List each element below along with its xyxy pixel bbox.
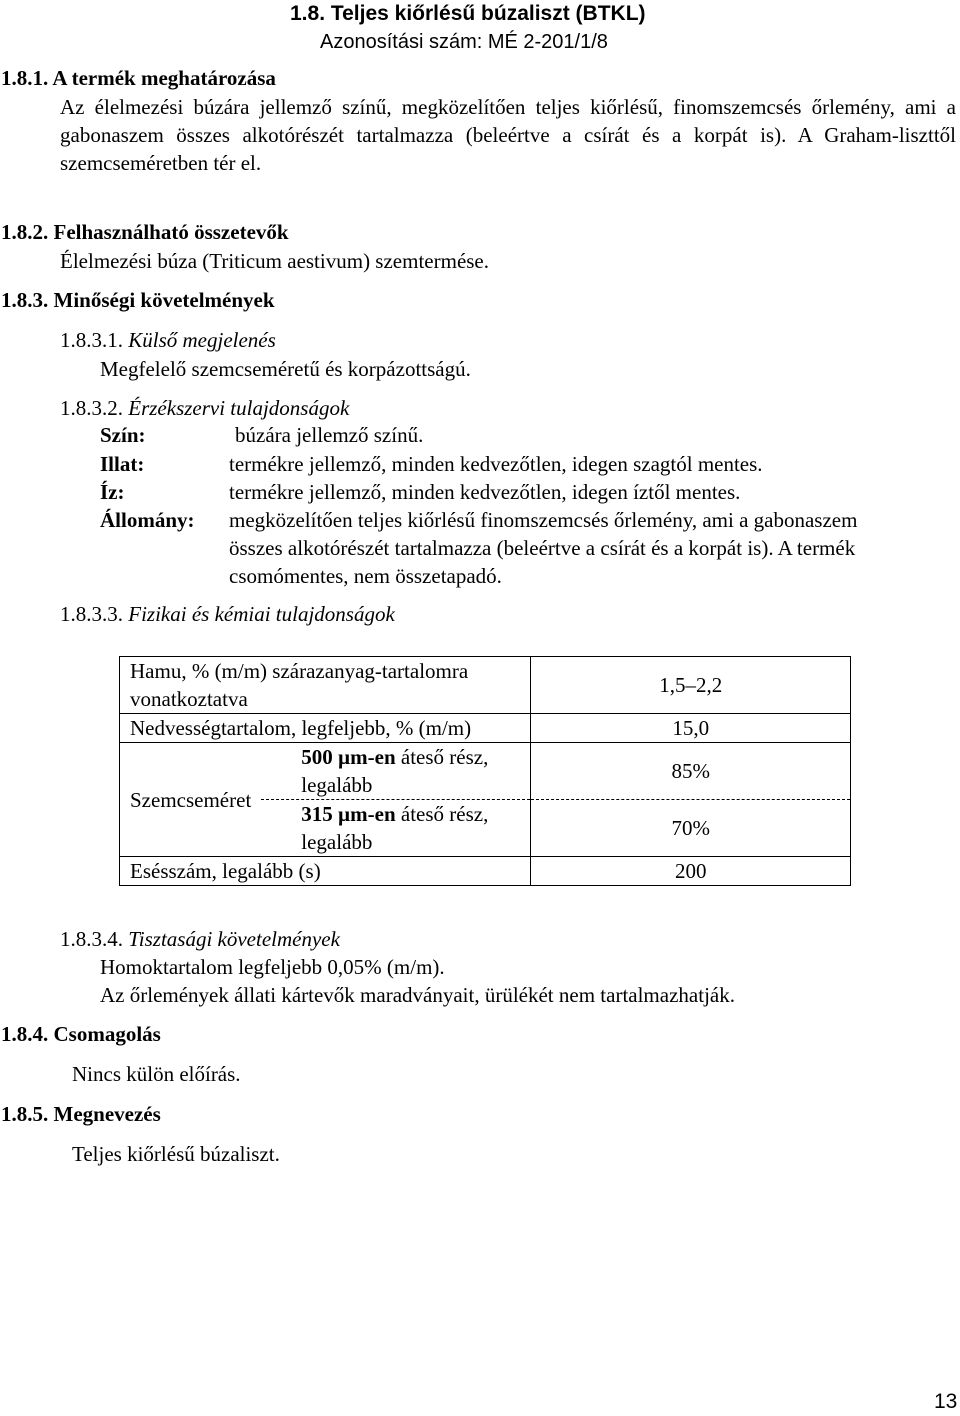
section-text-1-8-4: Nincs külön előírás. <box>72 1062 241 1086</box>
subsection-number: 1.8.3.3. <box>60 602 123 626</box>
sensory-value-texture-line-1: megközelítően teljes kiőrlésű finomszemcsés őrlemény, ami a gabonaszem <box>229 508 858 532</box>
purity-line-2: Az őrlemények állati kártevők maradványait, ürülékét nem tartalmazhatják. <box>100 983 735 1007</box>
table-cell-label: Nedvességtartalom, legfeljebb, % (m/m) <box>120 714 531 743</box>
sensory-label-texture: Állomány: <box>100 508 195 532</box>
table-cell-label: Esésszám, legalább (s) <box>120 857 531 886</box>
sensory-value-color: búzára jellemző színű. <box>235 423 424 447</box>
subsection-number: 1.8.3.2. <box>60 396 123 420</box>
purity-line-1: Homoktartalom legfeljebb 0,05% (m/m). <box>100 955 445 979</box>
physical-chemical-table <box>119 656 851 886</box>
section-heading-1-8-2: 1.8.2. Felhasználható összetevők <box>1 220 289 244</box>
table-row <box>120 714 851 743</box>
sieve-text: áteső rész, legalább <box>301 802 489 854</box>
table-cell-value: 85% <box>531 743 851 800</box>
subsection-heading-1-8-3-3 <box>60 600 395 628</box>
section-text-1-8-5: Teljes kiőrlésű búzaliszt. <box>72 1142 280 1166</box>
sieve-size: 500 µm-en <box>301 745 396 769</box>
sensory-label-color: Szín: <box>100 423 146 447</box>
sensory-value-taste: termékre jellemző, minden kedvezőtlen, idegen íztől mentes. <box>229 480 741 504</box>
subsection-number: 1.8.3.4. <box>60 927 123 951</box>
section-heading-1-8-1: 1.8.1. A termék meghatározása <box>1 66 276 90</box>
section-heading-1-8-4: 1.8.4. Csomagolás <box>1 1022 161 1046</box>
section-text-1-8-2: Élelmezési búza (Triticum aestivum) szemtermése. <box>60 249 490 273</box>
table-cell-label: Szemcseméret <box>120 743 262 857</box>
table-cell-value: 200 <box>531 857 851 886</box>
subsection-number: 1.8.3.1. <box>60 328 123 352</box>
table-row <box>120 657 851 714</box>
table-cell-value: 15,0 <box>531 714 851 743</box>
page-number: 13 <box>934 1390 958 1413</box>
sensory-value-texture-line-3: csomómentes, nem összetapadó. <box>229 564 502 588</box>
subsection-title: Fizikai és kémiai tulajdonságok <box>128 602 395 626</box>
table-row <box>120 743 851 800</box>
section-heading-1-8-5: 1.8.5. Megnevezés <box>1 1102 161 1126</box>
sieve-size: 315 µm-en <box>301 802 396 826</box>
table-cell-value: 70% <box>531 800 851 857</box>
table-cell-sublabel <box>261 743 531 800</box>
subsection-heading-1-8-3-4 <box>60 925 340 953</box>
subsection-heading-1-8-3-1 <box>60 326 276 354</box>
subsection-title: Külső megjelenés <box>128 328 276 352</box>
table-cell-sublabel <box>261 800 531 857</box>
sensory-label-smell: Illat: <box>100 452 145 476</box>
document-title: 1.8. Teljes kiőrlésű búzaliszt (BTKL) <box>290 2 646 25</box>
subsection-title: Tisztasági követelmények <box>128 927 340 951</box>
subsection-text-1-8-3-1: Megfelelő szemcseméretű és korpázottságú. <box>100 357 471 381</box>
subsection-title: Érzékszervi tulajdonságok <box>128 396 350 420</box>
sensory-value-smell: termékre jellemző, minden kedvezőtlen, idegen szagtól mentes. <box>229 452 763 476</box>
table-cell-value: 1,5–2,2 <box>531 657 851 714</box>
sensory-value-texture-line-2: összes alkotórészét tartalmazza (beleértve a csírát és a korpát is). A termék <box>229 536 856 560</box>
section-text-1-8-1: Az élelmezési búzára jellemző színű, megközelítően teljes kiőrlésű, finomszemcsés őrlemény, ami a gabonaszem összes alkotórészét tartalmazza (beleértve a csírát és a korpát is). A Graham-liszttől szemcseméretben tér el. <box>60 95 956 175</box>
section-heading-1-8-3: 1.8.3. Minőségi követelmények <box>1 288 275 312</box>
sensory-label-taste: Íz: <box>100 480 125 504</box>
document-id: Azonosítási szám: MÉ 2-201/1/8 <box>320 31 608 53</box>
subsection-heading-1-8-3-2 <box>60 394 349 422</box>
sieve-text: áteső rész, legalább <box>301 745 489 797</box>
table-row <box>120 857 851 886</box>
table-cell-label: Hamu, % (m/m) szárazanyag-tartalomra vonatkoztatva <box>120 657 531 714</box>
